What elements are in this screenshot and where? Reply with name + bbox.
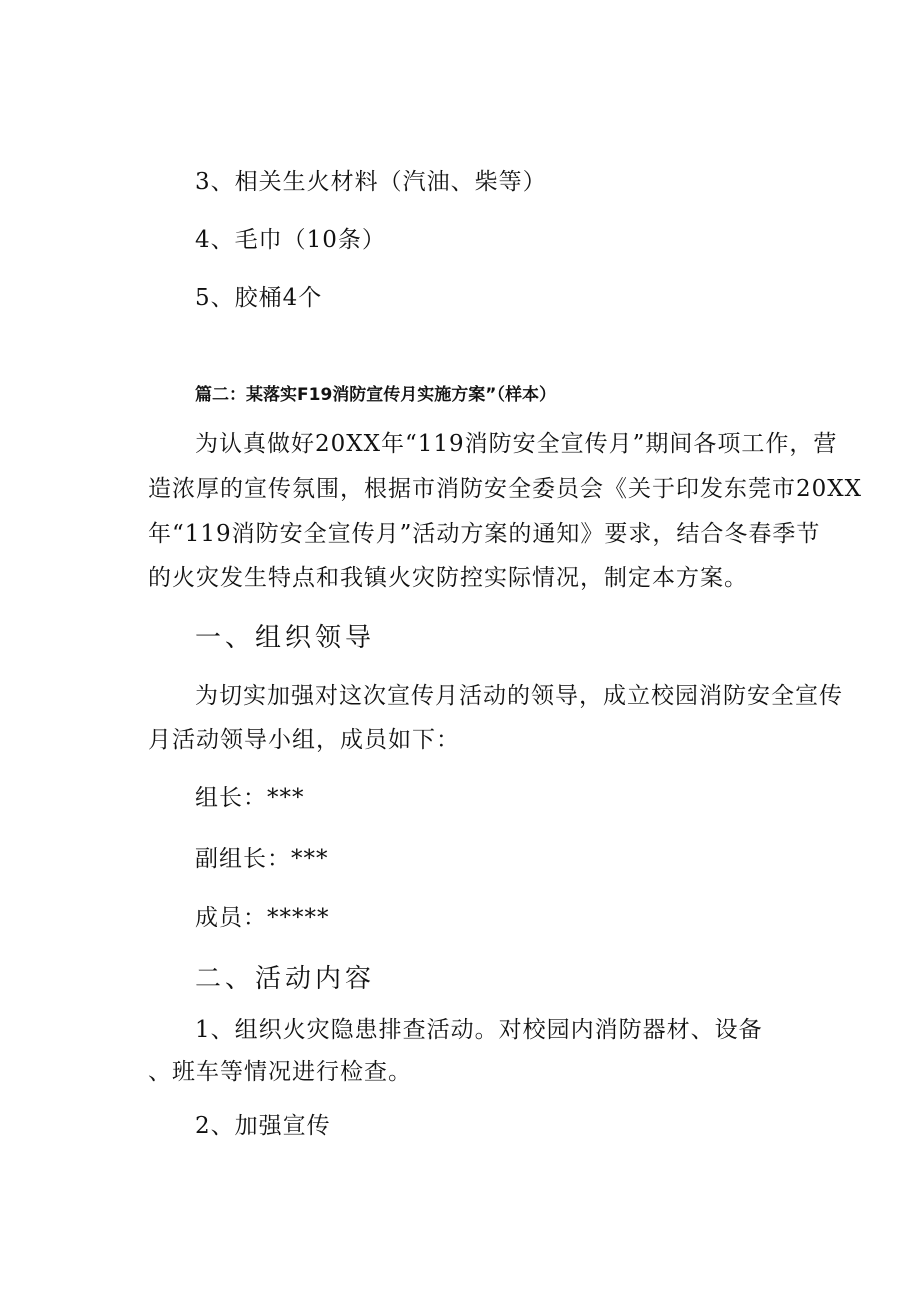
intro-paragraph-line: 的火灾发生特点和我镇火灾防控实际情况，制定本方案。 [148,565,748,591]
leadership-paragraph-line: 月活动领导小组，成员如下： [148,727,460,753]
heading-organization: 一、组织领导 [195,623,376,653]
activity-line: 2、加强宣传 [195,1113,331,1139]
member-deputy-leader: 副组长：*** [195,846,329,872]
section-title: 篇二：某落实F19消防宣传月实施方案”（样本） [195,385,556,405]
activity-line: 、班车等情况进行检查。 [148,1059,412,1085]
intro-paragraph-line: 年“119消防安全宣传月”活动方案的通知》要求，结合冬春季节 [148,521,821,547]
leadership-paragraph-line: 为切实加强对这次宣传月活动的领导，成立校园消防安全宣传 [195,683,843,709]
intro-paragraph-line: 造浓厚的宣传氛围，根据市消防安全委员会《关于印发东莞市20XX [148,476,863,502]
list-item-materials: 3、相关生火材料（汽油、柴等） [195,169,547,195]
member-members: 成员：***** [195,905,330,931]
list-item-towels: 4、毛巾（10条） [195,227,386,253]
activity-line: 1、组织火灾隐患排查活动。对校园内消防器材、设备 [195,1017,763,1043]
list-item-buckets: 5、胶桶4个 [195,285,323,311]
intro-paragraph-line: 为认真做好20XX年“119消防安全宣传月”期间各项工作，营 [195,431,838,457]
member-leader: 组长：*** [195,785,305,811]
heading-activities: 二、活动内容 [195,964,376,994]
